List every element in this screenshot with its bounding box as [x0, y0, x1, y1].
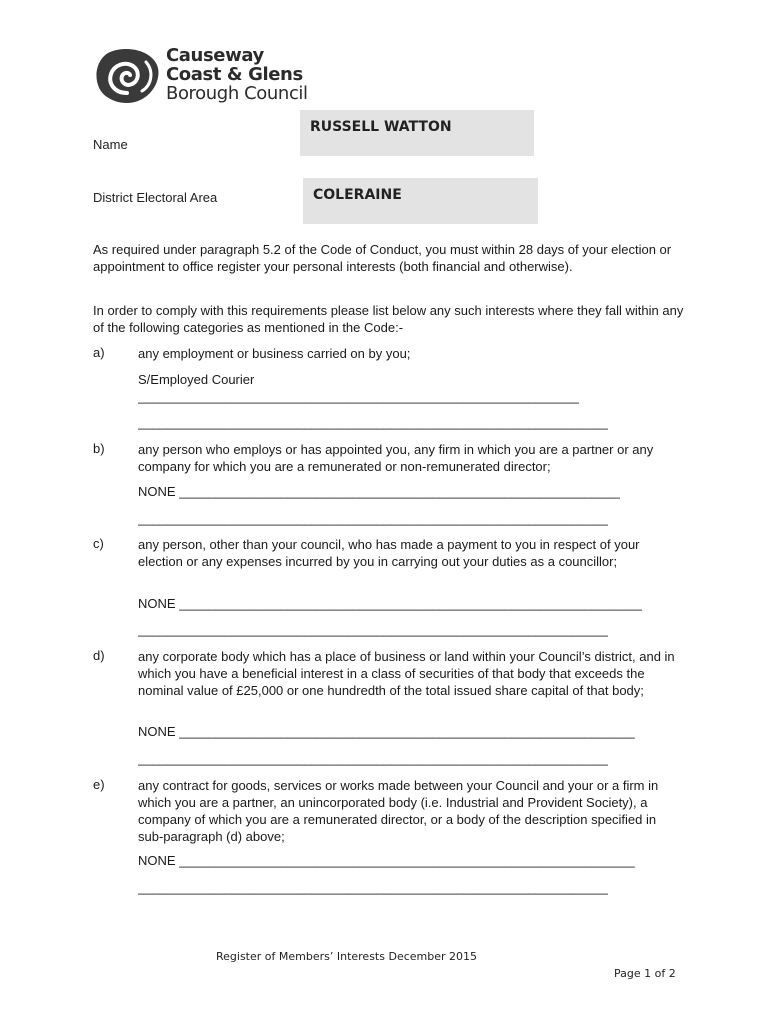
logo-line-1: Causeway	[166, 45, 264, 66]
item-a-text: any employment or business carried on by you;	[138, 346, 411, 361]
item-e-letter: e)	[93, 777, 105, 792]
footer-title: Register of Members’ Interests December 2015	[216, 950, 478, 963]
item-b-answer: NONE	[138, 484, 176, 499]
item-e-blank-line: _________________________________________________________________	[138, 880, 608, 895]
district-electoral-area-value: COLERAINE	[313, 187, 402, 203]
district-electoral-area-field[interactable]	[303, 178, 538, 224]
logo-line-2: Coast & Glens	[166, 64, 303, 85]
item-e-text: any contract for goods, services or works made between your Council and your or a firm in which you are a partner, an unincorporated body (i.e. Industrial and Provident Society), a company of which you are a remunerated director, or a body of the description specified in sub-paragraph (d) above;	[138, 778, 659, 844]
item-a-answer: S/Employed Courier	[138, 372, 255, 387]
page-number: Page 1 of 2	[614, 967, 676, 980]
item-b-letter: b)	[93, 441, 105, 456]
logo-line-3: Borough Council	[166, 83, 308, 104]
item-d-text: any corporate body which has a place of business or land within your Council’s district, and in which you have a beneficial interest in a class of securities of that body that exceeds the nominal value of £25,000 or one hundredth of the total issued share capital of that body;	[138, 649, 675, 698]
item-c-answer-line: ________________________________________________________________	[179, 596, 642, 611]
item-c-letter: c)	[93, 536, 104, 551]
item-b-blank-line: _________________________________________________________________	[138, 511, 608, 526]
item-a-letter: a)	[93, 345, 105, 360]
item-b-answer-row	[138, 484, 620, 499]
item-b-answer-line: _____________________________________________________________	[179, 484, 621, 499]
name-field[interactable]	[300, 110, 534, 156]
item-c-answer: NONE	[138, 596, 176, 611]
name-value: RUSSELL WATTON	[310, 119, 452, 135]
name-label: Name	[93, 137, 128, 152]
intro-paragraph-2: In order to comply with this requirements please list below any such interests where they fall within any of the following categories as mentioned in the Code:-	[93, 303, 684, 335]
item-e-answer-row	[138, 853, 635, 868]
item-b-text: any person who employs or has appointed you, any firm in which you are a partner or any company for which you are a remunerated or non-remunerated director;	[138, 442, 654, 474]
item-d-blank-line: _________________________________________________________________	[138, 751, 608, 766]
item-d-answer-line: _______________________________________________________________	[179, 724, 635, 739]
item-d-letter: d)	[93, 648, 105, 663]
council-logo-icon	[94, 47, 160, 105]
item-d-answer-row	[138, 724, 635, 739]
item-e-answer: NONE	[138, 853, 176, 868]
item-c-answer-row	[138, 596, 642, 611]
intro-paragraph-1: As required under paragraph 5.2 of the Code of Conduct, you must within 28 days of your election or appointment to office register your personal interests (both financial and otherwise).	[93, 242, 672, 274]
item-e-answer-line: _______________________________________________________________	[179, 853, 635, 868]
district-electoral-area-label: District Electoral Area	[93, 190, 218, 205]
item-a-answer-line: _____________________________________________________________	[138, 389, 580, 404]
item-c-blank-line: _________________________________________________________________	[138, 622, 608, 637]
council-logo-wordmark	[166, 46, 308, 103]
item-c-text: any person, other than your council, who has made a payment to you in respect of your election or any expenses incurred by you in carrying out your duties as a councillor;	[138, 537, 640, 569]
item-a-blank-line: _________________________________________________________________	[138, 415, 608, 430]
item-d-answer: NONE	[138, 724, 176, 739]
